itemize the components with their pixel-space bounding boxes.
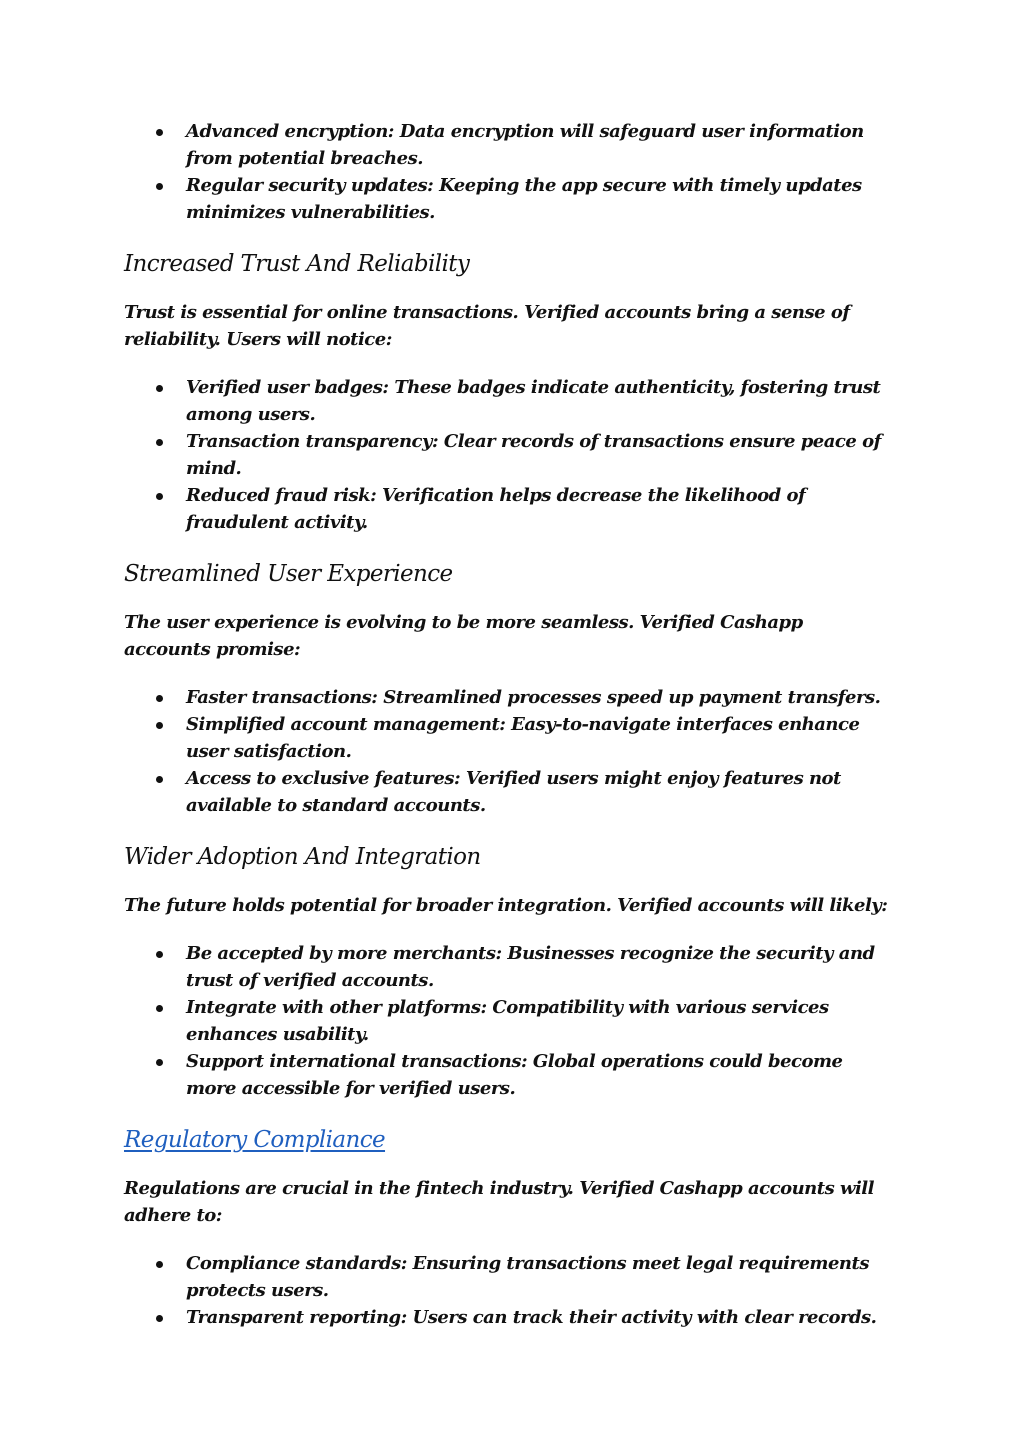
list-item: Be accepted by more merchants: Businesses recognize the security and trust of verified accounts.	[124, 940, 894, 994]
section-heading-experience: Streamlined User Experience	[124, 561, 453, 587]
list-item: Compliance standards: Ensuring transactions meet legal requirements protects users.	[124, 1250, 894, 1304]
list-item: Simplified account management: Easy-to-navigate interfaces enhance user satisfaction.	[124, 711, 894, 765]
list-item: Reduced fraud risk: Verification helps decrease the likelihood of fraudulent activity.	[124, 482, 894, 536]
list-item: Transaction transparency: Clear records of transactions ensure peace of mind.	[124, 428, 894, 482]
bullet-list-adoption	[124, 940, 894, 1102]
section-paragraph-adoption: The future holds potential for broader integration. Verified accounts will likely:	[124, 895, 888, 916]
section-paragraph-compliance: Regulations are crucial in the fintech industry. Verified Cashapp accounts will adhere to:	[124, 1178, 874, 1226]
section-heading-trust: Increased Trust And Reliability	[124, 251, 470, 277]
list-item: Support international transactions: Global operations could become more accessible for verified users.	[124, 1048, 894, 1102]
section-paragraph-trust: Trust is essential for online transactions. Verified accounts bring a sense of reliability. Users will notice:	[124, 302, 850, 350]
list-item: Integrate with other platforms: Compatibility with various services enhances usability.	[124, 994, 894, 1048]
list-item: Verified user badges: These badges indicate authenticity, fostering trust among users.	[124, 374, 894, 428]
bullet-list-experience	[124, 684, 894, 819]
bullet-list-compliance	[124, 1250, 894, 1331]
bullet-list-trust	[124, 374, 894, 536]
list-item: Regular security updates: Keeping the app secure with timely updates minimizes vulnerabilities.	[124, 172, 894, 226]
document-page	[124, 118, 894, 1331]
list-item: Transparent reporting: Users can track their activity with clear records.	[124, 1304, 894, 1331]
intro-bullet-list	[124, 118, 894, 226]
list-item: Access to exclusive features: Verified users might enjoy features not available to standard accounts.	[124, 765, 894, 819]
list-item: Advanced encryption: Data encryption will safeguard user information from potential breaches.	[124, 118, 894, 172]
section-heading-compliance-link[interactable]: Regulatory Compliance	[124, 1127, 386, 1153]
list-item: Faster transactions: Streamlined processes speed up payment transfers.	[124, 684, 894, 711]
section-heading-adoption: Wider Adoption And Integration	[124, 844, 481, 870]
section-paragraph-experience: The user experience is evolving to be more seamless. Verified Cashapp accounts promise:	[124, 612, 803, 660]
